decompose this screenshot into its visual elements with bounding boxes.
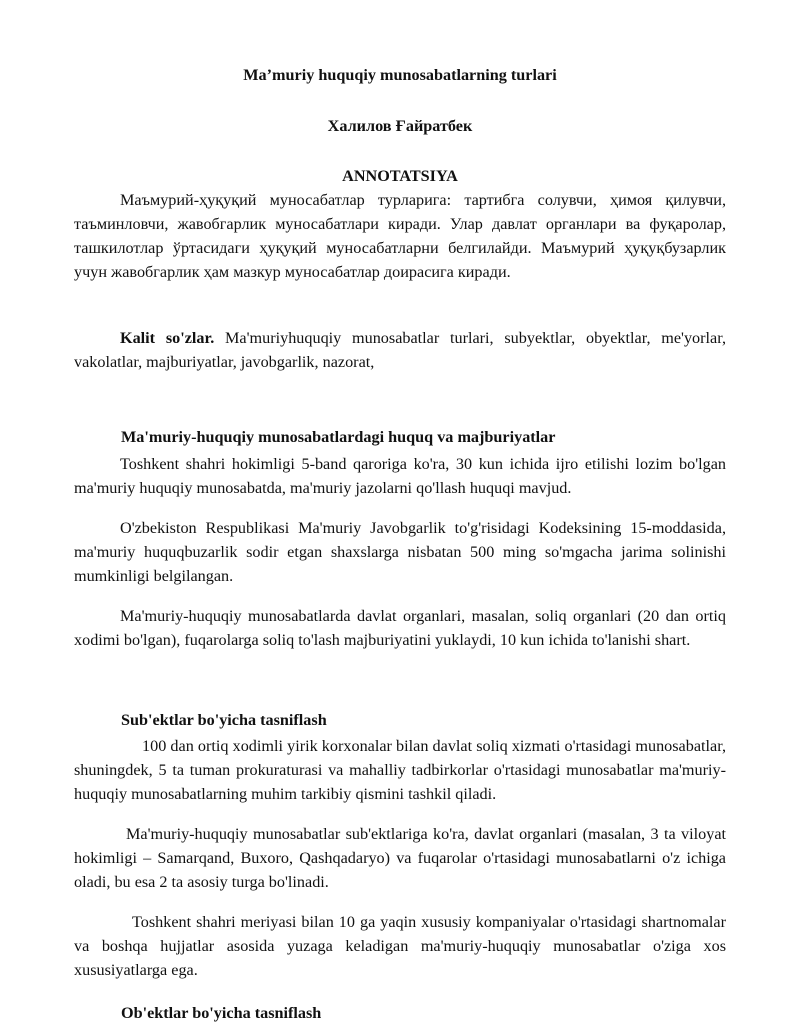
body-paragraph: O'zbekiston Respublikasi Ma'muriy Javobgarlik to'g'risidagi Kodeksining 15-moddasida, ma'muriy huquqbuzarlik sodir etgan shaxslarga nisbatan 500 ming so'mgacha jarima solinishi mumkinligi belgilangan. [74,519,726,585]
body-paragraph: Ma'muriy-huquqiy munosabatlar sub'ektlariga ko'ra, davlat organlari (masalan, 3 ta viloyat hokimligi – Samarqand, Buxoro, Qashqadaryo) va fuqarolar o'rtasidagi munosabatlarni o'z ichiga oladi, bu esa 2 ta asosiy turga bo'linadi. [74,825,726,891]
body-paragraph: Toshkent shahri hokimligi 5-band qaroriga ko'ra, 30 kun ichida ijro etilishi lozim bo'lgan ma'muriy huquqiy munosabatda, ma'muriy jazolarni qo'llash huquqi mavjud. [74,455,726,497]
document-title: Ma’muriy huquqiy munosabatlarning turlari [243,66,557,84]
keywords-text: Ma'muriyhuquqiy munosabatlar turlari, subyektlar, obyektlar, me'yorlar, vakolatlar, majburiyatlar, javobgarlik, nazorat, [74,329,727,371]
body-paragraph: Toshkent shahri meriyasi bilan 10 ga yaqin xususiy kompaniyalar o'rtasidagi shartnomalar va boshqa hujjatlar asosida yuzaga keladigan ma'muriy-huquqiy munosabatlar o'ziga xos xususiyatlarga ega. [74,913,726,979]
author-name: Халилов Ғайратбек [327,117,473,135]
keywords-label: Kalit so'zlar. [120,329,215,347]
abstract-paragraph: Маъмурий-ҳуқуқий муносабатлар турларига: тартибга солувчи, ҳимоя қилувчи, таъминловчи, жавобгарлик муносабатлари киради. Улар давлат органлари ва фуқаролар, ташкилотлар ўртасидаги ҳуқуқий муносабатларни белгилайди. Маъмурий ҳуқуқбузарлик учун жавобгарлик ҳам мазкур муносабатлар доирасига киради. [74,191,726,281]
body-paragraph: Ma'muriy-huquqiy munosabatlarda davlat organlari, masalan, soliq organlari (20 dan ortiq xodimi bo'lgan), fuqarolarga soliq to'lash majburiyatini yuklaydi, 10 kun ichida to'lanishi shart. [74,607,726,649]
section-heading: Ma'muriy-huquqiy munosabatlardagi huquq va majburiyatlar [121,428,556,446]
section-heading: Ob'ektlar bo'yicha tasniflash [121,1004,322,1022]
abstract-heading: ANNOTATSIYA [342,167,458,185]
body-paragraph: 100 dan ortiq xodimli yirik korxonalar bilan davlat soliq xizmati o'rtasidagi munosabatlar, shuningdek, 5 ta tuman prokuraturasi va mahalliy tadbirkorlar o'rtasidagi munosabatlar ma'muriy-huquqiy munosabatlarning muhim tarkibiy qismini tashkil qiladi. [74,737,726,803]
section-heading: Sub'ektlar bo'yicha tasniflash [121,711,327,729]
keywords-paragraph [74,326,726,374]
